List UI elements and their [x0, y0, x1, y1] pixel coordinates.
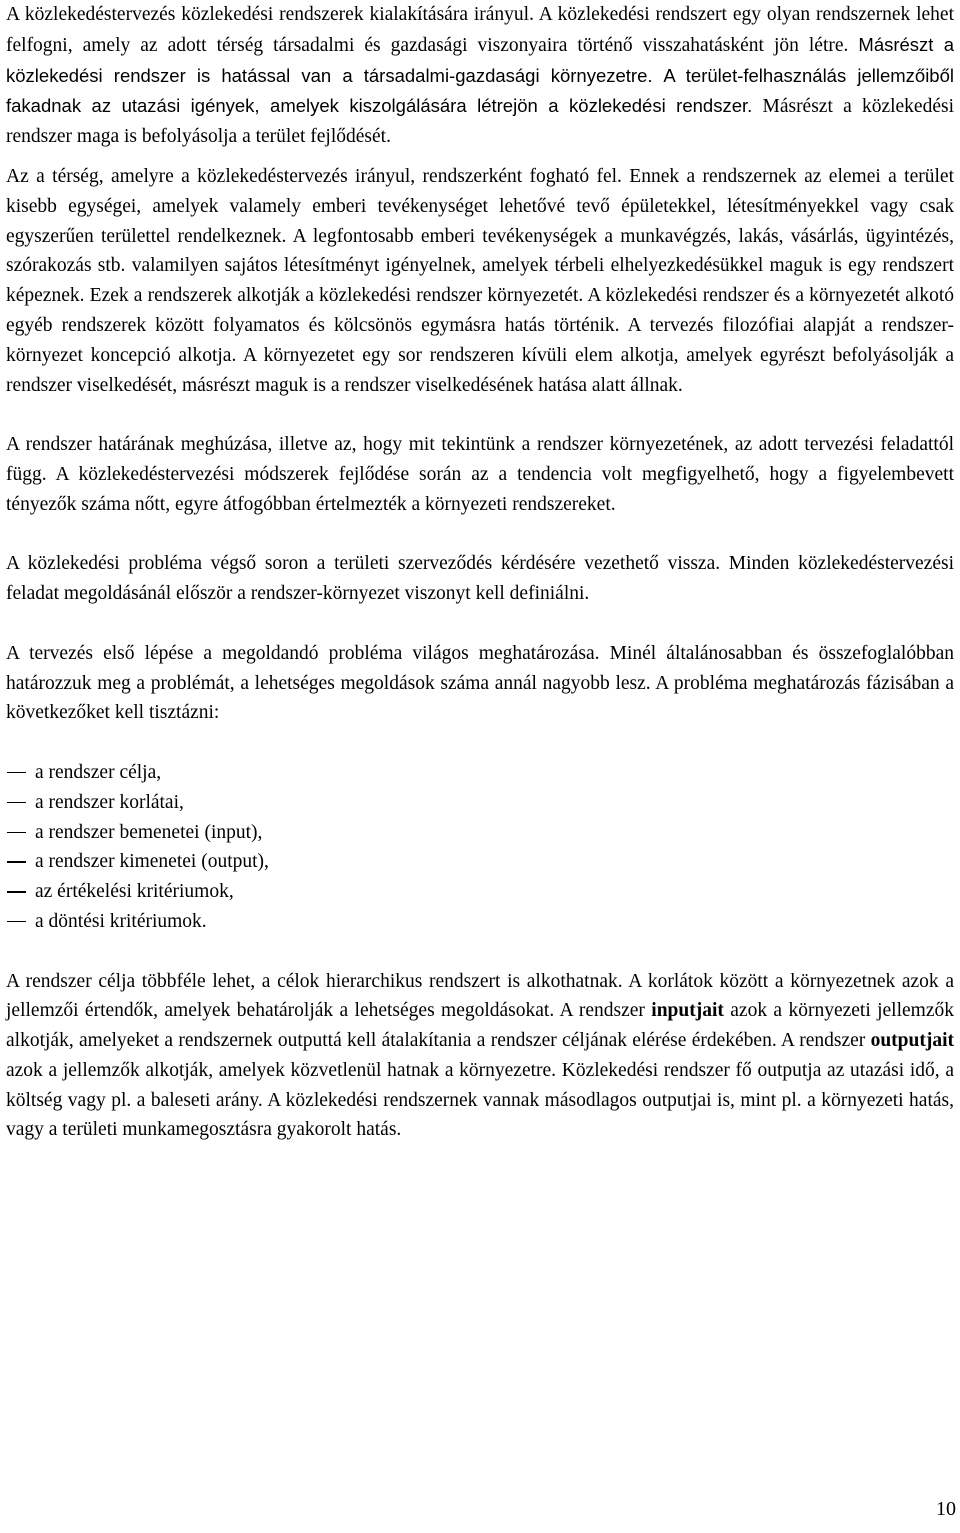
- list-item-text: a rendszer bemenetei (input),: [35, 821, 263, 843]
- list-item: [6, 818, 954, 848]
- dash-bullet-icon: [7, 832, 26, 834]
- page-number: 10: [936, 1498, 956, 1520]
- term-inputs: inputjait: [651, 1000, 724, 1022]
- list-item: [6, 907, 954, 937]
- list-item-text: a rendszer kimenetei (output),: [35, 851, 269, 873]
- list-item: [6, 788, 954, 818]
- problem-definition-list: [6, 758, 954, 937]
- dash-bullet-icon: [7, 772, 26, 774]
- paragraph-first-step: A tervezés első lépése a megoldandó probléma világos meghatározása. Minél általánosabban és összefoglalóbban határozzuk meg a problémát, a lehetséges megoldások száma annál nagyobb lesz. A probléma meghatározás fázisában a következőket kell tisztázni:: [6, 642, 954, 724]
- intro-sentence-2: Másrészt a közlekedési rendszer is hatással van a társadalmi-gazdasági környezetre.: [6, 33, 955, 86]
- goals-text-c: azok a környezeti jellemzők alkotják, amelyeket a rendszernek outputtá kell átalakítania a rendszer céljának elérése érdekében. A rendszer: [6, 1000, 954, 1052]
- list-item: [6, 877, 954, 907]
- list-item-text: az értékelési kritériumok,: [35, 881, 234, 903]
- dash-bullet-icon: [7, 921, 26, 923]
- term-outputs: outputjait: [870, 1030, 954, 1052]
- dash-bullet-icon: [7, 891, 26, 893]
- goals-text-a: A rendszer célja többféle lehet, a célok hierarchikus rendszert is alkothatnak. A korlátok között a környezetnek azok a jellemzői értendők, amelyek behatárolják a lehetséges megoldásokat. A rendszer: [6, 970, 954, 1022]
- goals-text-e: azok a jellemzők alkotják, amelyek közvetlenül hatnak a környezetre. Közlekedési rendszer fő outputja az utazási idő, a költség vagy pl. a baleseti arány. A közlekedési rendszernek vannak másodlagos outputjai is, mint pl. a környezeti hatás, vagy a területi munkamegosztásra gyakorolt hatás.: [6, 1059, 954, 1141]
- list-item: [6, 847, 954, 877]
- list-item-text: a rendszer korlátai,: [35, 791, 184, 813]
- intro-sentence-1: A közlekedéstervezés közlekedési rendszerek kialakítására irányul. A közlekedési rendszert egy olyan rendszernek lehet felfogni, amely az adott térség társadalmi és gazdasági viszonyaira történő visszahatásként jön létre.: [6, 4, 954, 56]
- list-item-text: a döntési kritériumok.: [35, 910, 207, 932]
- paragraph-system-boundary: A rendszer határának meghúzása, illetve az, hogy mit tekintünk a rendszer környezetének, az adott tervezési feladattól függ. A közlekedéstervezési módszerek fejlődése során az a tendencia volt megfigyelhető, hogy a figyelembevett tényezők száma nőtt, egyre átfogóbban értelmezték a környezeti rendszereket.: [6, 434, 954, 515]
- paragraph-transport-problem: A közlekedési probléma végső soron a területi szerveződés kérdésére vezethető vissza. Minden közlekedéstervezési feladat megoldásánál először a rendszer-környezet viszonyt kell definiálni.: [6, 553, 954, 605]
- intro-sentence-3: A terület-felhasználás jellemzőiből fakadnak az utazási igények, amelyek kiszolgálására létrejön a közlekedési rendszer.: [6, 64, 954, 117]
- paragraph-system-goals: [6, 967, 954, 1146]
- list-item-text: a rendszer célja,: [35, 761, 162, 783]
- intro-sentence-4: Másrészt a közlekedési rendszer maga is befolyásolja a terület fejlődését.: [6, 96, 954, 148]
- dash-bullet-icon: [7, 802, 26, 804]
- paragraph-intro: [6, 0, 954, 152]
- dash-bullet-icon: [7, 861, 26, 863]
- paragraph-region-system: Az a térség, amelyre a közlekedéstervezés irányul, rendszerként fogható fel. Ennek a rendszernek az elemei a terület kisebb egységei, amelyek valamely emberi tevékenységet lehetővé tevő épületekkel, létesítményekkel vagy csak egyszerűen területtel rendelkeznek. A legfontosabb emberi tevékenységek a munkavégzés, lakás, vásárlás, ügyintézés, szórakozás stb. valamilyen sajátos létesítményt igényelnek, amelyek térbeli elhelyezkedésükkel maguk is egy rendszert képeznek. Ezek a rendszerek alkotják a közlekedési rendszer környezetét. A közlekedési rendszer és a környezetét alkotó egyéb rendszerek között folyamatos és kölcsönös egymásra hatás történik. A tervezés filozófiai alapját a rendszer-környezet koncepció alkotja. A környezetet egy sor rendszeren kívüli elem alkotja, amelyek egyrészt befolyásolják a rendszer viselkedését, másrészt maguk is a rendszer viselkedésének hatása alatt állnak.: [6, 165, 954, 396]
- document-page: [6, 0, 954, 1175]
- list-item: [6, 758, 954, 788]
